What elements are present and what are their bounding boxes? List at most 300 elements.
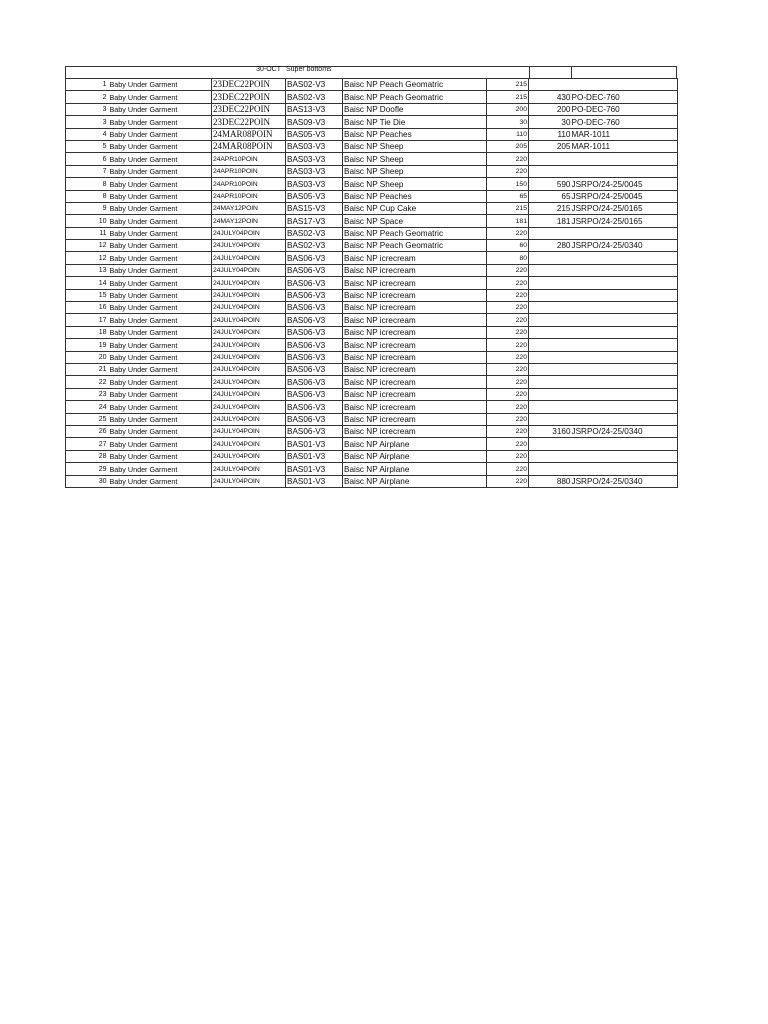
po-number-cell: 24JULY04POIN [212,425,286,437]
reference-cell: JSRPO/24-25/0340 [571,475,678,487]
description-cell: Baisc NP icrecream [343,425,487,437]
total-cell [529,363,571,375]
table-row [66,413,678,425]
item-name-cell: Baby Under Garment [109,190,212,202]
po-number-cell: 24JULY04POIN [212,277,286,289]
style-code-cell: BAS06-V3 [286,277,343,289]
table-row [66,190,678,202]
quantity-cell: 215 [487,91,529,103]
total-cell [529,376,571,388]
total-cell: 430 [529,91,571,103]
table-row [66,388,678,400]
po-number-cell: 24JULY04POIN [212,401,286,413]
description-cell: Baisc NP icrecream [343,413,487,425]
item-name-cell: Baby Under Garment [109,351,212,363]
table-row [66,116,678,128]
po-number-cell: 23DEC22POIN [212,91,286,103]
item-name-cell: Baby Under Garment [109,438,212,450]
total-cell [529,252,571,264]
reference-cell [571,264,678,276]
serial-number-cell: 16 [66,302,109,314]
quantity-cell: 220 [487,388,529,400]
table-row [66,475,678,487]
po-number-cell: 24JULY04POIN [212,289,286,301]
description-cell: Baisc NP Sheep [343,178,487,190]
description-cell: Baisc NP Sheep [343,153,487,165]
serial-number-cell: 8 [66,190,109,202]
item-name-cell: Baby Under Garment [109,91,212,103]
table-row [66,314,678,326]
description-cell: Baisc NP Doofle [343,103,487,115]
serial-number-cell: 10 [66,215,109,227]
style-code-cell: BAS15-V3 [286,202,343,214]
total-cell: 110 [529,128,571,140]
item-name-cell: Baby Under Garment [109,215,212,227]
style-code-cell: BAS09-V3 [286,116,343,128]
total-cell: 280 [529,240,571,252]
header-title: Super bottoms [286,66,332,73]
style-code-cell: BAS05-V3 [286,190,343,202]
serial-number-cell: 29 [66,463,109,475]
description-cell: Baisc NP icrecream [343,289,487,301]
po-number-cell: 24JULY04POIN [212,475,286,487]
total-cell [529,79,571,91]
table-row [66,264,678,276]
style-code-cell: BAS06-V3 [286,351,343,363]
reference-cell [571,376,678,388]
item-name-cell: Baby Under Garment [109,153,212,165]
reference-cell [571,302,678,314]
style-code-cell: BAS03-V3 [286,178,343,190]
quantity-cell: 220 [487,165,529,177]
style-code-cell: BAS06-V3 [286,339,343,351]
table-row [66,202,678,214]
total-cell [529,438,571,450]
table-row [66,401,678,413]
table-row [66,103,678,115]
reference-cell: MAR-1011 [571,128,678,140]
item-name-cell: Baby Under Garment [109,463,212,475]
po-number-cell: 24JULY04POIN [212,302,286,314]
table-row [66,438,678,450]
style-code-cell: BAS01-V3 [286,475,343,487]
description-cell: Baisc NP Tie Die [343,116,487,128]
po-number-cell: 23DEC22POIN [212,103,286,115]
item-name-cell: Baby Under Garment [109,475,212,487]
item-name-cell: Baby Under Garment [109,264,212,276]
po-number-cell: 24JULY04POIN [212,339,286,351]
item-name-cell: Baby Under Garment [109,277,212,289]
quantity-cell: 220 [487,227,529,239]
reference-cell [571,153,678,165]
table-row [66,227,678,239]
total-cell [529,302,571,314]
table-row [66,289,678,301]
po-number-cell: 23DEC22POIN [212,116,286,128]
po-number-cell: 24JULY04POIN [212,314,286,326]
reference-cell: JSRPO/24-25/0340 [571,425,678,437]
serial-number-cell: 11 [66,227,109,239]
quantity-cell: 80 [487,252,529,264]
serial-number-cell: 22 [66,376,109,388]
description-cell: Baisc NP Peaches [343,128,487,140]
quantity-cell: 215 [487,79,529,91]
description-cell: Baisc NP icrecream [343,388,487,400]
serial-number-cell: 20 [66,351,109,363]
style-code-cell: BAS02-V3 [286,79,343,91]
serial-number-cell: 24 [66,401,109,413]
quantity-cell: 215 [487,202,529,214]
header-divider [571,67,572,78]
quantity-cell: 220 [487,413,529,425]
serial-number-cell: 17 [66,314,109,326]
reference-cell: JSRPO/24-25/0165 [571,202,678,214]
quantity-cell: 150 [487,178,529,190]
quantity-cell: 220 [487,351,529,363]
quantity-cell: 220 [487,326,529,338]
po-number-cell: 24JULY04POIN [212,264,286,276]
quantity-cell: 220 [487,401,529,413]
style-code-cell: BAS01-V3 [286,450,343,462]
style-code-cell: BAS06-V3 [286,401,343,413]
description-cell: Baisc NP Sheep [343,165,487,177]
serial-number-cell: 26 [66,425,109,437]
description-cell: Baisc NP Peach Geomatric [343,79,487,91]
serial-number-cell: 7 [66,165,109,177]
table-row [66,351,678,363]
description-cell: Baisc NP Peach Geomatric [343,91,487,103]
style-code-cell: BAS05-V3 [286,128,343,140]
description-cell: Baisc NP icrecream [343,401,487,413]
total-cell [529,326,571,338]
table-row [66,463,678,475]
table-row [66,376,678,388]
reference-cell: PO-DEC-760 [571,116,678,128]
item-name-cell: Baby Under Garment [109,289,212,301]
sheet-header-row [65,66,677,78]
total-cell [529,165,571,177]
quantity-cell: 200 [487,103,529,115]
quantity-cell: 205 [487,140,529,152]
style-code-cell: BAS01-V3 [286,438,343,450]
serial-number-cell: 12 [66,252,109,264]
quantity-cell: 220 [487,264,529,276]
reference-cell [571,388,678,400]
total-cell: 181 [529,215,571,227]
quantity-cell: 30 [487,116,529,128]
item-name-cell: Baby Under Garment [109,413,212,425]
serial-number-cell: 15 [66,289,109,301]
reference-cell [571,79,678,91]
serial-number-cell: 27 [66,438,109,450]
item-name-cell: Baby Under Garment [109,388,212,400]
item-name-cell: Baby Under Garment [109,178,212,190]
quantity-cell: 220 [487,302,529,314]
order-table [65,78,678,488]
serial-number-cell: 21 [66,363,109,375]
total-cell [529,351,571,363]
total-cell [529,401,571,413]
item-name-cell: Baby Under Garment [109,116,212,128]
table-row [66,153,678,165]
style-code-cell: BAS13-V3 [286,103,343,115]
serial-number-cell: 12 [66,240,109,252]
total-cell [529,388,571,400]
total-cell [529,450,571,462]
style-code-cell: BAS02-V3 [286,91,343,103]
quantity-cell: 65 [487,190,529,202]
po-number-cell: 24JULY04POIN [212,388,286,400]
quantity-cell: 220 [487,314,529,326]
total-cell: 65 [529,190,571,202]
total-cell: 3160 [529,425,571,437]
table-row [66,302,678,314]
total-cell [529,339,571,351]
description-cell: Baisc NP Peach Geomatric [343,240,487,252]
table-row [66,240,678,252]
description-cell: Baisc NP Airplane [343,450,487,462]
total-cell [529,277,571,289]
style-code-cell: BAS06-V3 [286,289,343,301]
header-date: 30-OCT [256,66,281,73]
table-row [66,79,678,91]
item-name-cell: Baby Under Garment [109,339,212,351]
total-cell: 880 [529,475,571,487]
total-cell [529,153,571,165]
quantity-cell: 220 [487,277,529,289]
serial-number-cell: 4 [66,128,109,140]
reference-cell [571,289,678,301]
description-cell: Baisc NP icrecream [343,326,487,338]
item-name-cell: Baby Under Garment [109,103,212,115]
table-row [66,165,678,177]
description-cell: Baisc NP icrecream [343,339,487,351]
item-name-cell: Baby Under Garment [109,128,212,140]
description-cell: Baisc NP Space [343,215,487,227]
description-cell: Baisc NP icrecream [343,302,487,314]
style-code-cell: BAS02-V3 [286,240,343,252]
serial-number-cell: 3 [66,103,109,115]
po-number-cell: 24MAR08POIN [212,140,286,152]
quantity-cell: 220 [487,438,529,450]
description-cell: Baisc NP icrecream [343,264,487,276]
po-number-cell: 24APR10POIN [212,178,286,190]
table-row [66,425,678,437]
po-number-cell: 24JULY04POIN [212,227,286,239]
po-number-cell: 24APR10POIN [212,165,286,177]
item-name-cell: Baby Under Garment [109,450,212,462]
po-number-cell: 24MAY12POIN [212,215,286,227]
reference-cell: MAR-1011 [571,140,678,152]
po-number-cell: 24JULY04POIN [212,363,286,375]
order-table-body [66,79,678,488]
reference-cell [571,450,678,462]
po-number-cell: 24JULY04POIN [212,463,286,475]
po-number-cell: 24APR10POIN [212,190,286,202]
total-cell [529,264,571,276]
description-cell: Baisc NP Airplane [343,463,487,475]
total-cell [529,413,571,425]
po-number-cell: 24APR10POIN [212,153,286,165]
style-code-cell: BAS06-V3 [286,376,343,388]
table-row [66,178,678,190]
total-cell [529,463,571,475]
quantity-cell: 181 [487,215,529,227]
style-code-cell: BAS03-V3 [286,140,343,152]
quantity-cell: 220 [487,153,529,165]
serial-number-cell: 30 [66,475,109,487]
table-row [66,252,678,264]
style-code-cell: BAS06-V3 [286,314,343,326]
reference-cell: JSRPO/24-25/0340 [571,240,678,252]
po-number-cell: 24JULY04POIN [212,240,286,252]
table-row [66,450,678,462]
serial-number-cell: 18 [66,326,109,338]
style-code-cell: BAS06-V3 [286,252,343,264]
table-row [66,140,678,152]
style-code-cell: BAS06-V3 [286,388,343,400]
reference-cell: PO-DEC-760 [571,91,678,103]
table-row [66,91,678,103]
serial-number-cell: 28 [66,450,109,462]
description-cell: Baisc NP Airplane [343,438,487,450]
quantity-cell: 220 [487,339,529,351]
reference-cell [571,401,678,413]
po-number-cell: 24MAR08POIN [212,128,286,140]
style-code-cell: BAS06-V3 [286,425,343,437]
total-cell: 30 [529,116,571,128]
total-cell: 590 [529,178,571,190]
po-number-cell: 24JULY04POIN [212,376,286,388]
reference-cell [571,252,678,264]
serial-number-cell: 2 [66,91,109,103]
reference-cell [571,277,678,289]
description-cell: Baisc NP icrecream [343,314,487,326]
po-number-cell: 24JULY04POIN [212,413,286,425]
po-number-cell: 24JULY04POIN [212,252,286,264]
style-code-cell: BAS06-V3 [286,302,343,314]
serial-number-cell: 8 [66,178,109,190]
table-row [66,215,678,227]
reference-cell: JSRPO/24-25/0165 [571,215,678,227]
item-name-cell: Baby Under Garment [109,165,212,177]
description-cell: Baisc NP icrecream [343,351,487,363]
description-cell: Baisc NP icrecream [343,376,487,388]
item-name-cell: Baby Under Garment [109,314,212,326]
serial-number-cell: 23 [66,388,109,400]
quantity-cell: 220 [487,450,529,462]
item-name-cell: Baby Under Garment [109,252,212,264]
style-code-cell: BAS03-V3 [286,153,343,165]
header-divider [529,67,530,78]
reference-cell [571,463,678,475]
reference-cell: PO-DEC-760 [571,103,678,115]
description-cell: Baisc NP icrecream [343,363,487,375]
po-number-cell: 24JULY04POIN [212,450,286,462]
reference-cell [571,363,678,375]
reference-cell: JSRPO/24-25/0045 [571,190,678,202]
item-name-cell: Baby Under Garment [109,202,212,214]
style-code-cell: BAS02-V3 [286,227,343,239]
reference-cell [571,165,678,177]
reference-cell [571,326,678,338]
item-name-cell: Baby Under Garment [109,302,212,314]
total-cell: 205 [529,140,571,152]
description-cell: Baisc NP Sheep [343,140,487,152]
total-cell: 215 [529,202,571,214]
serial-number-cell: 25 [66,413,109,425]
item-name-cell: Baby Under Garment [109,227,212,239]
po-number-cell: 24JULY04POIN [212,351,286,363]
total-cell [529,314,571,326]
item-name-cell: Baby Under Garment [109,376,212,388]
item-name-cell: Baby Under Garment [109,140,212,152]
table-row [66,277,678,289]
quantity-cell: 220 [487,475,529,487]
quantity-cell: 60 [487,240,529,252]
table-row [66,363,678,375]
style-code-cell: BAS06-V3 [286,264,343,276]
table-row [66,128,678,140]
serial-number-cell: 9 [66,202,109,214]
description-cell: Baisc NP Cup Cake [343,202,487,214]
serial-number-cell: 14 [66,277,109,289]
reference-cell [571,314,678,326]
serial-number-cell: 19 [66,339,109,351]
description-cell: Baisc NP Peaches [343,190,487,202]
style-code-cell: BAS17-V3 [286,215,343,227]
quantity-cell: 220 [487,363,529,375]
style-code-cell: BAS06-V3 [286,413,343,425]
description-cell: Baisc NP icrecream [343,277,487,289]
reference-cell [571,438,678,450]
table-row [66,339,678,351]
reference-cell [571,339,678,351]
item-name-cell: Baby Under Garment [109,79,212,91]
reference-cell: JSRPO/24-25/0045 [571,178,678,190]
po-number-cell: 24MAY12POIN [212,202,286,214]
serial-number-cell: 6 [66,153,109,165]
quantity-cell: 220 [487,376,529,388]
description-cell: Baisc NP Airplane [343,475,487,487]
serial-number-cell: 13 [66,264,109,276]
po-number-cell: 24JULY04POIN [212,438,286,450]
quantity-cell: 220 [487,425,529,437]
po-number-cell: 23DEC22POIN [212,79,286,91]
total-cell [529,289,571,301]
style-code-cell: BAS03-V3 [286,165,343,177]
reference-cell [571,227,678,239]
total-cell [529,227,571,239]
style-code-cell: BAS06-V3 [286,326,343,338]
spreadsheet-sheet [65,66,677,488]
quantity-cell: 110 [487,128,529,140]
item-name-cell: Baby Under Garment [109,240,212,252]
reference-cell [571,413,678,425]
serial-number-cell: 3 [66,116,109,128]
item-name-cell: Baby Under Garment [109,401,212,413]
style-code-cell: BAS06-V3 [286,363,343,375]
item-name-cell: Baby Under Garment [109,425,212,437]
reference-cell [571,351,678,363]
table-row [66,326,678,338]
item-name-cell: Baby Under Garment [109,363,212,375]
total-cell: 200 [529,103,571,115]
description-cell: Baisc NP Peach Geomatric [343,227,487,239]
style-code-cell: BAS01-V3 [286,463,343,475]
serial-number-cell: 1 [66,79,109,91]
serial-number-cell: 5 [66,140,109,152]
